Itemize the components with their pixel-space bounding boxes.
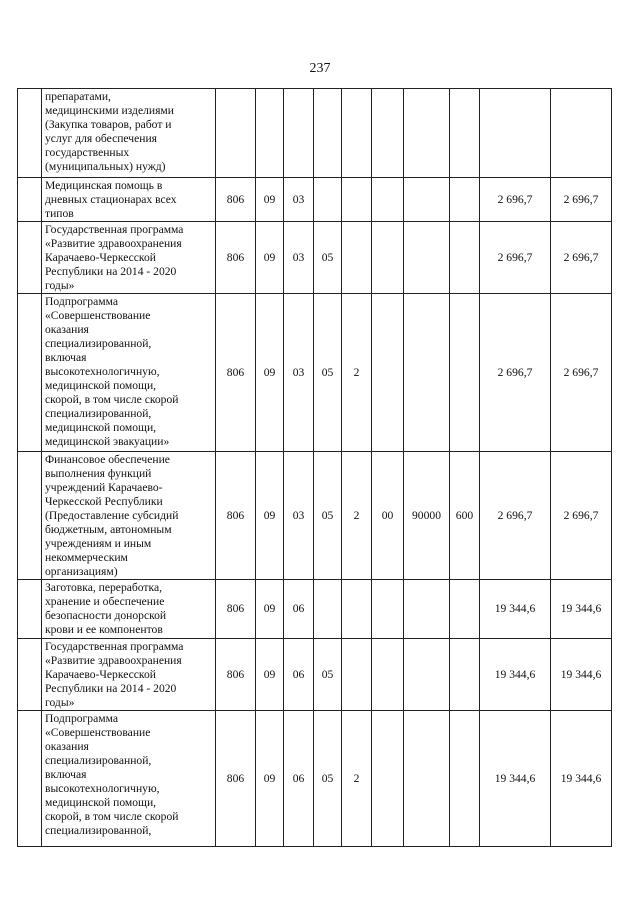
subsection-code-cell: 03 [284,178,314,222]
expense-type-cell [450,639,480,711]
program-code-cell: 05 [314,222,342,294]
amount-cell [551,89,612,178]
program-code-cell [314,178,342,222]
amount-cell: 2 696,7 [480,178,551,222]
row-number-cell [18,294,42,452]
table-row [18,294,612,452]
subsection-code-cell [284,89,314,178]
department-code-cell: 806 [216,222,256,294]
item-name-cell: Государственная программа «Развитие здравоохранения Карачаево-Черкесской Республики на 2014 - 2020 годы» [42,222,216,294]
subprogram-code-cell: 2 [342,294,372,452]
department-code-cell: 806 [216,294,256,452]
amount-cell: 2 696,7 [551,452,612,580]
main-activity-code-cell [372,89,404,178]
subsection-code-cell: 03 [284,452,314,580]
program-code-cell: 05 [314,452,342,580]
table-row [18,178,612,222]
section-code-cell: 09 [256,639,284,711]
row-number-cell [18,222,42,294]
subprogram-code-cell: 2 [342,452,372,580]
expense-direction-cell [404,639,450,711]
amount-cell: 19 344,6 [551,639,612,711]
section-code-cell: 09 [256,222,284,294]
subsection-code-cell: 06 [284,639,314,711]
item-name-cell: препаратами, медицинскими изделиями (Закупка товаров, работ и услуг для обеспечения государственных (муниципальных) нужд) [42,89,216,178]
budget-table [17,88,612,847]
subsection-code-cell: 06 [284,580,314,639]
main-activity-code-cell [372,294,404,452]
item-name-cell: Заготовка, переработка, хранение и обеспечение безопасности донорской крови и ее компонентов [42,580,216,639]
table-row [18,222,612,294]
expense-type-cell [450,580,480,639]
item-name-cell: Подпрограмма «Совершенствование оказания специализированной, включая высокотехнологичную, медицинской помощи, скорой, в том числе скорой специализированной, медицинской помощи, медицинской эвакуации» [42,294,216,452]
expense-type-cell [450,178,480,222]
main-activity-code-cell [372,178,404,222]
amount-cell: 19 344,6 [551,580,612,639]
department-code-cell: 806 [216,580,256,639]
subsection-code-cell: 06 [284,711,314,847]
program-code-cell: 05 [314,639,342,711]
row-number-cell [18,639,42,711]
department-code-cell: 806 [216,452,256,580]
section-code-cell: 09 [256,580,284,639]
expense-type-cell [450,89,480,178]
item-name-cell: Государственная программа «Развитие здравоохранения Карачаево-Черкесской Республики на 2014 - 2020 годы» [42,639,216,711]
section-code-cell [256,89,284,178]
department-code-cell [216,89,256,178]
amount-cell: 19 344,6 [551,711,612,847]
department-code-cell: 806 [216,639,256,711]
expense-type-cell: 600 [450,452,480,580]
amount-cell: 2 696,7 [551,178,612,222]
subprogram-code-cell [342,178,372,222]
subsection-code-cell: 03 [284,294,314,452]
expense-direction-cell [404,178,450,222]
item-name-cell: Финансовое обеспечение выполнения функций учреждений Карачаево- Черкесской Республики (Предоставление субсидий бюджетным, автономным учреждениям и иным некоммерческим организациям) [42,452,216,580]
item-name-cell: Медицинская помощь в дневных стационарах всех типов [42,178,216,222]
row-number-cell [18,89,42,178]
section-code-cell: 09 [256,711,284,847]
row-number-cell [18,452,42,580]
subprogram-code-cell [342,89,372,178]
amount-cell [480,89,551,178]
amount-cell: 2 696,7 [480,452,551,580]
amount-cell: 2 696,7 [480,222,551,294]
row-number-cell [18,178,42,222]
subprogram-code-cell: 2 [342,711,372,847]
expense-direction-cell [404,294,450,452]
expense-direction-cell [404,580,450,639]
program-code-cell [314,89,342,178]
section-code-cell: 09 [256,178,284,222]
main-activity-code-cell [372,639,404,711]
subprogram-code-cell [342,222,372,294]
expense-direction-cell: 90000 [404,452,450,580]
expense-type-cell [450,294,480,452]
department-code-cell: 806 [216,711,256,847]
expense-direction-cell [404,89,450,178]
department-code-cell: 806 [216,178,256,222]
table-row [18,452,612,580]
subsection-code-cell: 03 [284,222,314,294]
subprogram-code-cell [342,580,372,639]
expense-direction-cell [404,711,450,847]
table-row [18,711,612,847]
main-activity-code-cell: 00 [372,452,404,580]
main-activity-code-cell [372,580,404,639]
expense-type-cell [450,222,480,294]
page-number: 237 [309,61,331,76]
row-number-cell [18,711,42,847]
section-code-cell: 09 [256,294,284,452]
expense-type-cell [450,711,480,847]
program-code-cell [314,580,342,639]
subprogram-code-cell [342,639,372,711]
program-code-cell: 05 [314,294,342,452]
amount-cell: 2 696,7 [480,294,551,452]
amount-cell: 2 696,7 [551,222,612,294]
row-number-cell [18,580,42,639]
main-activity-code-cell [372,711,404,847]
program-code-cell: 05 [314,711,342,847]
table-row [18,580,612,639]
item-name-cell: Подпрограмма «Совершенствование оказания специализированной, включая высокотехнологичную, медицинской помощи, скорой, в том числе скорой специализированной, [42,711,216,847]
expense-direction-cell [404,222,450,294]
table-row [18,639,612,711]
table-row [18,89,612,178]
section-code-cell: 09 [256,452,284,580]
amount-cell: 19 344,6 [480,580,551,639]
amount-cell: 19 344,6 [480,639,551,711]
main-activity-code-cell [372,222,404,294]
amount-cell: 19 344,6 [480,711,551,847]
amount-cell: 2 696,7 [551,294,612,452]
